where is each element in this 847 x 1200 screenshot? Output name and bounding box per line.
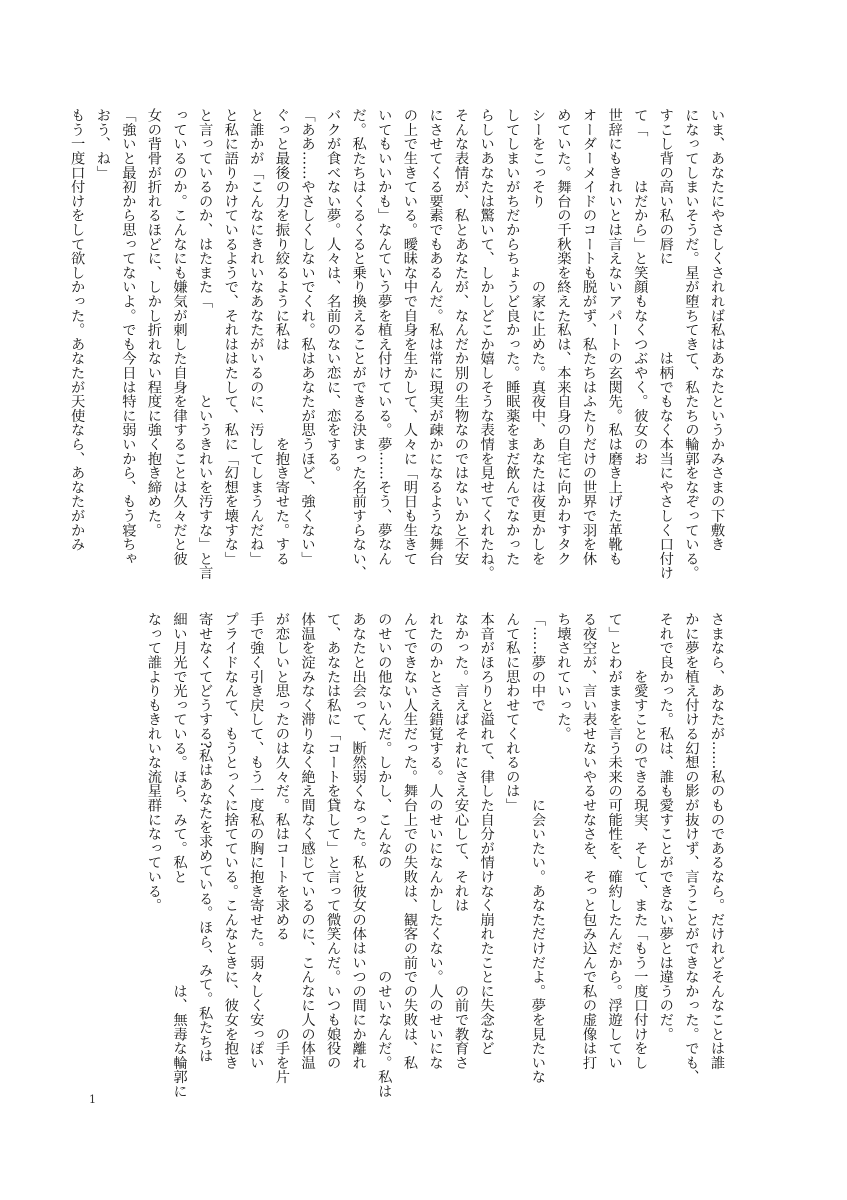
- text-line: さまなら、あなたが……私のものであるなら。だけれどそんなことは誰: [709, 612, 725, 1070]
- text-line: いま、あなたにやさしくされれば私はあなたというかみさまの下敷き: [709, 108, 725, 552]
- page-number: 1: [89, 1093, 96, 1106]
- lower-text-block: [137, 612, 729, 1099]
- text-line: あなたと出会って、断然弱くなった。私と彼女の体はいつの間にか離れ: [350, 612, 367, 1070]
- text-line: それで良かった。私は、誰も愛すことができない夢とは違うのだ。: [657, 612, 674, 1041]
- text-line: を愛すことのできる現実、そして、また「もう一度口付けをし: [632, 612, 649, 1070]
- text-line: らしいあなたは驚いて、しかしどこか嬉しそうな表情を見せてくれたね。: [478, 108, 495, 580]
- text-line: 細い月光で光っている。ほら、みて。私と は、無毒な輪郭に: [171, 612, 188, 1099]
- text-line: 手で強く引き戻して、もう一度私の胸に抱き寄せた。弱々しく安っぽい: [248, 612, 265, 1070]
- text-line: なかった。言えばそれにさえ安心して、それは の前で教育さ: [453, 612, 470, 1070]
- upper-text-block: [69, 108, 729, 586]
- text-line: おう、ね」: [94, 108, 111, 180]
- text-line: のせいの他ないんだ。しかし、こんなの のせいなんだ。私は: [376, 612, 393, 1099]
- text-line: 本音がほろりと溢れて、律した自分が情けなく崩れたことに失念など: [478, 612, 495, 1056]
- text-line: 「ああ……やさしくしないでくれ。私はあなたが思うほど、強くない」: [299, 108, 316, 566]
- text-line: 「強いと最初から思ってないよ。でも今日は特に弱いから、もう寝ちゃ: [120, 108, 137, 566]
- text-line: めていた。舞台の千秋楽を終えた私は、本来自身の自宅に向かわすタク: [555, 108, 572, 566]
- text-line: オーダーメイドのコートも脱がず、私たちはふたりだけの世界で羽を休: [581, 108, 598, 566]
- text-line: にさせてくる要素でもあるんだ。私は常に現実が疎かになるような舞台: [427, 108, 444, 566]
- text-line: れたのかとさえ錯覚する。人のせいになんかしたくない。人のせいにな: [427, 612, 444, 1070]
- text-line: バクが食べない夢。人々は、名前のない恋に、恋をする。: [325, 108, 342, 480]
- text-line: と私に語りかけているようで、それははたして、私に「幻想を壊すな」: [222, 108, 239, 566]
- text-line: て、あなたは私に「コートを貸して」と言って微笑んだ。いつも娘役の: [325, 612, 342, 1070]
- text-line: ぐっと最後の力を振り絞るように私は を抱き寄せた。する: [273, 108, 290, 566]
- text-line: なって誰よりもきれいな流星群になっている。: [145, 612, 162, 913]
- text-line: っているのか。こんなにも嫌気が刺した自身を律することは久々だと彼: [171, 108, 188, 566]
- text-line: んてできない人生だった。舞台上での失敗は、観客の前での失敗は、私: [401, 612, 418, 1070]
- text-line: る夜空が、言い表せないやるせなさを、そっと包み込んで私の虚像は打: [581, 612, 598, 1070]
- text-line: んて私に思わせてくれるのは」: [504, 612, 521, 813]
- text-line: と誰かが「こんなにきれいなあなたがいるのに、汚してしまうんだね」: [248, 108, 265, 566]
- text-line: シーをこっそり の家に止めた。真夜中、あなたは夜更かしを: [529, 108, 546, 566]
- text-line: 世辞にもきれいとは言えないアパートの玄関先。私は磨き上げた革靴も: [606, 108, 623, 566]
- text-line: 「……夢の中で に会いたい。あなただけだよ。夢を見たいな: [529, 612, 546, 1084]
- text-line: て」とわがままを言う未来の可能性を、確約したんだから。浮遊してい: [606, 612, 623, 1070]
- text-line: かに夢を植え付ける幻想の影が抜けず、言うことができなかった。でも、: [683, 612, 700, 1084]
- text-line: すこし背の高い私の唇に は柄でもなく本当にやさしく口付け: [657, 108, 674, 580]
- text-line: と言っているのか、はたまた「 というきれいを汚すな」と言: [197, 108, 214, 580]
- text-line: の上で生きている。曖昧な中で自身を生かして、人々に「明日も生きて: [401, 108, 418, 566]
- text-line: になってしまいそうだ。星が堕ちてきて、私たちの輪郭をなぞっている。: [683, 108, 700, 580]
- text-line: もう一度口付けをして欲しかった。あなたが天使なら、あなたがかみ: [69, 108, 86, 552]
- text-line: だ。私たちはくるくると乗り換えることができる決まった名前すらない、: [350, 108, 367, 580]
- text-line: て「 はだから」と笑顔もなくつぶやく。彼女のお: [632, 108, 649, 466]
- text-line: ち壊されていった。: [555, 612, 572, 741]
- text-line: が恋しいと思ったのは久々だ。私はコートを求める の手を片: [273, 612, 290, 1084]
- text-line: 女の背骨が折れるほどに、しかし折れない程度に強く抱き締めた。: [145, 108, 162, 537]
- text-line: そんな表情が、私とあなたが、なんだか別の生物なのではないかと不安: [453, 108, 470, 566]
- text-line: してしまいがちだからちょうど良かった。睡眠薬をまだ飲んでなかった: [504, 108, 521, 566]
- text-line: いてもいいかも」なんていう夢を植え付けている。夢……そう、夢なん: [376, 108, 393, 566]
- text-line: 寄せなくてどうする?私はあなたを求めている。ほら、みて。私たちは: [197, 612, 214, 1063]
- text-line: プライドなんて、もうとっくに捨てている。こんなときに、彼女を抱き: [222, 612, 239, 1070]
- text-line: 体温を淀みなく滞りなく絶え間なく感じているのに、こんなに人の体温: [299, 612, 316, 1070]
